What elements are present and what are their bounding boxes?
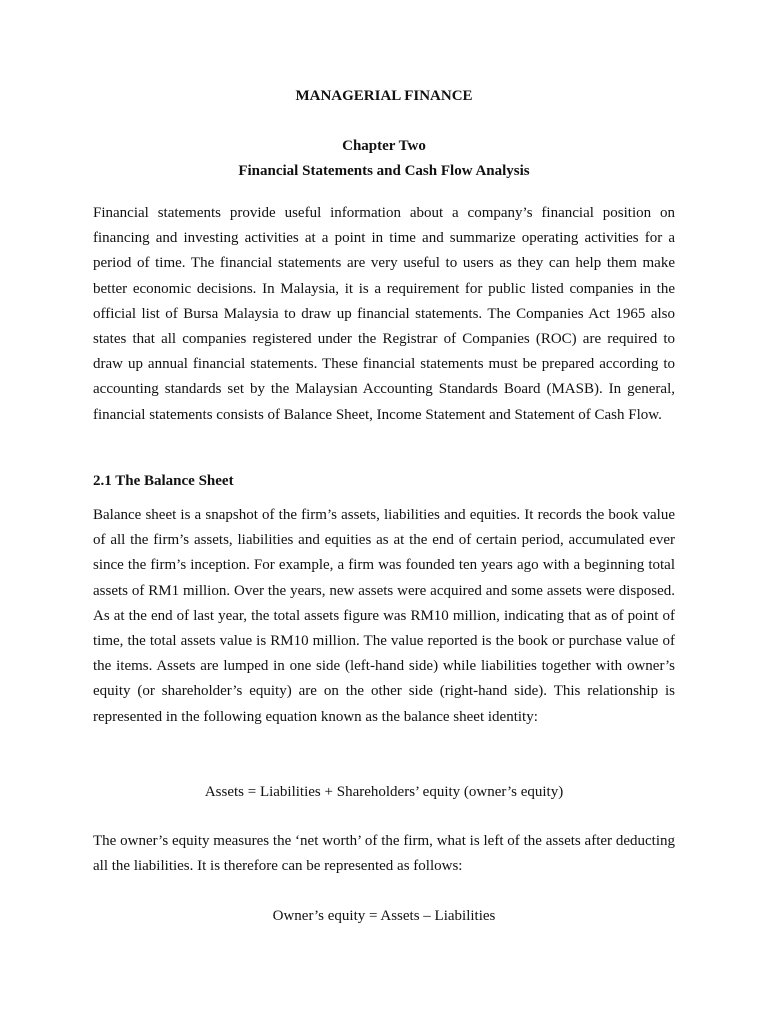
document-title: MANAGERIAL FINANCE [295,88,473,104]
chapter-title: Financial Statements and Cash Flow Analysis [238,163,530,179]
intro-paragraph: Financial statements provide useful information about a company’s financial position on financing and investing activities at a point in time and summarize operating activities for a period of time. The financial statements are very useful to users as they can help them make better economic decisions. In Malaysia, it is a requirement for public listed companies in the official list of Bursa Malaysia to draw up financial statements. The Companies Act 1965 also states that all companies registered under the Registrar of Companies (ROC) are required to draw up annual financial statements. These financial statements must be prepared according to accounting standards set by the Malaysian Accounting Standards Board (MASB). In general, financial statements consists of Balance Sheet, Income Statement and Statement of Cash Flow. [93,205,675,423]
chapter-number: Chapter Two [342,138,426,154]
owners-equity-equation: Owner’s equity = Assets – Liabilities [272,908,496,924]
balance-sheet-paragraph: Balance sheet is a snapshot of the firm’s assets, liabilities and equities. It records the book value of all the firm’s assets, liabilities and equities as at the end of certain period, accumulated ever since the firm’s inception. For example, a firm was founded ten years ago with a beginning total assets of RM1 million. Over the years, new assets were acquired and some assets were disposed. As at the end of last year, the total assets figure was RM10 million, indicating that as of point of time, the total assets value is RM10 million. The value reported is the book or purchase value of the items. Assets are lumped in one side (left-hand side) while liabilities together with owner’s equity (or shareholder’s equity) are on the other side (right-hand side). This relationship is represented in the following equation known as the balance sheet identity: [93,507,675,725]
owners-equity-paragraph: The owner’s equity measures the ‘net worth’ of the firm, what is left of the assets after deducting all the liabilities. It is therefore can be represented as follows: [93,833,675,875]
balance-sheet-equation: Assets = Liabilities + Shareholders’ equity (owner’s equity) [204,784,564,800]
section-heading-balance-sheet: 2.1 The Balance Sheet [93,473,234,489]
